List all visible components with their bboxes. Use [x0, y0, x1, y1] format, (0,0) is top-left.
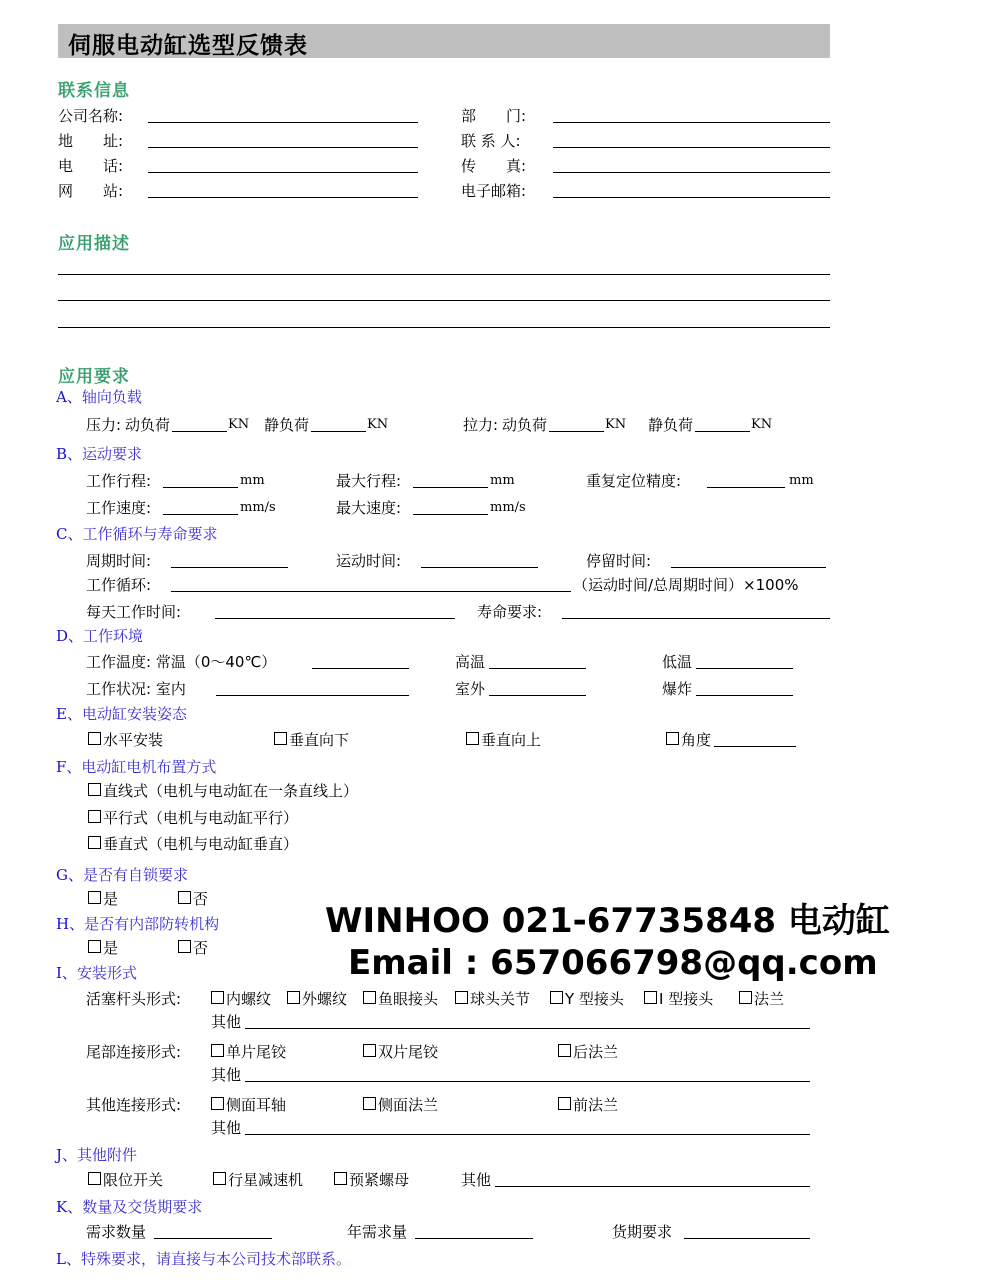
input-accessory-other[interactable] — [495, 1186, 810, 1187]
subsection-title-g: 是否有自锁要求 — [82, 866, 188, 884]
input-website[interactable] — [148, 197, 418, 198]
label-other-connection-other: 其他 — [211, 1119, 242, 1137]
label-rod-other: 其他 — [211, 1013, 242, 1031]
input-description-line-1[interactable] — [58, 274, 830, 275]
label-condition-explosive: 爆炸 — [662, 680, 693, 698]
unit-max-speed: mm/s — [490, 500, 526, 515]
checkbox-accessory-planetary-gearbox[interactable] — [213, 1169, 303, 1190]
label-motion-time: 运动时间: — [336, 552, 402, 570]
subsection-title-c: 工作循环与寿命要求 — [82, 525, 218, 543]
checkbox-icon[interactable] — [88, 1172, 101, 1185]
subsection-heading-i — [56, 962, 137, 983]
label-working-condition: 工作状况: 室内 — [86, 680, 186, 698]
subsection-heading-d — [56, 625, 143, 646]
subsection-letter-l: L、 — [56, 1250, 81, 1268]
subsection-title-b: 运动要求 — [82, 445, 143, 463]
label-tail-other: 其他 — [211, 1066, 242, 1084]
checkbox-label: 直线式（电机与电动缸在一条直线上） — [103, 782, 359, 800]
label-tension: 拉力: — [463, 416, 499, 434]
checkbox-label: 是 — [103, 890, 119, 908]
subsection-heading-e — [56, 703, 187, 724]
checkbox-other-side-flange[interactable] — [363, 1094, 438, 1115]
label-max-stroke: 最大行程: — [336, 472, 402, 490]
checkbox-rod-flange[interactable] — [739, 988, 784, 1009]
checkbox-icon[interactable] — [666, 732, 679, 745]
input-description-line-3[interactable] — [58, 327, 830, 328]
input-motion-time[interactable] — [421, 567, 538, 568]
label-company-name: 公司名称: — [58, 107, 124, 125]
subsection-letter-e: E、 — [56, 705, 82, 723]
checkbox-label: 否 — [193, 890, 209, 908]
checkbox-label: 行星减速机 — [228, 1171, 304, 1189]
subsection-heading-j — [56, 1144, 137, 1165]
subsection-heading-g — [56, 864, 188, 885]
checkbox-icon[interactable] — [88, 940, 101, 953]
label-temperature-low: 低温 — [662, 653, 693, 671]
checkbox-label: 双片尾铰 — [378, 1043, 439, 1061]
input-dwell-time[interactable] — [671, 567, 826, 568]
checkbox-rod-external-thread[interactable] — [287, 988, 347, 1009]
checkbox-label: 限位开关 — [103, 1171, 164, 1189]
document-title-bar — [58, 24, 830, 58]
input-fax[interactable] — [553, 172, 830, 173]
input-tail-other[interactable] — [245, 1081, 810, 1082]
label-cycle-time: 周期时间: — [86, 552, 152, 570]
label-department: 部 门: — [461, 107, 527, 125]
input-condition-indoor[interactable] — [216, 695, 409, 696]
checkbox-accessory-limit-switch[interactable] — [88, 1169, 163, 1190]
input-telephone[interactable] — [148, 172, 418, 173]
checkbox-mount-vertical-down[interactable] — [274, 729, 349, 750]
checkbox-label: 平行式（电机与电动缸平行） — [103, 809, 299, 827]
subsection-letter-d: D、 — [56, 627, 84, 645]
subsection-letter-c: C、 — [56, 525, 83, 543]
checkbox-icon[interactable] — [363, 991, 376, 1004]
checkbox-label: 否 — [193, 939, 209, 957]
checkbox-icon[interactable] — [211, 1097, 224, 1110]
checkbox-icon[interactable] — [644, 991, 657, 1004]
checkbox-label: 外螺纹 — [302, 990, 348, 1008]
input-condition-explosive[interactable] — [696, 695, 793, 696]
subsection-heading-a — [56, 386, 142, 407]
subsection-letter-g: G、 — [56, 866, 83, 884]
checkbox-icon[interactable] — [274, 732, 287, 745]
checkbox-label: 单片尾铰 — [226, 1043, 287, 1061]
subsection-title-k: 数量及交货期要求 — [82, 1198, 203, 1216]
label-telephone: 电 话: — [58, 157, 124, 175]
input-duty-cycle[interactable] — [171, 591, 571, 592]
checkbox-icon[interactable] — [88, 783, 101, 796]
label-delivery-requirement: 货期要求 — [612, 1223, 673, 1241]
unit-repeat-accuracy: mm — [789, 473, 814, 488]
checkbox-rod-i-joint[interactable] — [644, 988, 713, 1009]
checkbox-label: 侧面法兰 — [378, 1096, 439, 1114]
subsection-title-d: 工作环境 — [83, 627, 144, 645]
section-heading-requirements: 应用要求 — [58, 367, 130, 387]
checkbox-other-front-flange[interactable] — [558, 1094, 618, 1115]
input-delivery-requirement[interactable] — [684, 1238, 810, 1239]
checkbox-label: 前法兰 — [573, 1096, 619, 1114]
unit-max-stroke: mm — [490, 473, 515, 488]
checkbox-label: 后法兰 — [573, 1043, 619, 1061]
input-working-stroke[interactable] — [163, 487, 238, 488]
input-company-name[interactable] — [148, 122, 418, 123]
duty-cycle-formula: （运动时间/总周期时间）×100% — [573, 576, 799, 594]
checkbox-tail-rear-flange[interactable] — [558, 1041, 618, 1062]
section-heading-description: 应用描述 — [58, 234, 130, 254]
input-contact-person[interactable] — [553, 147, 830, 148]
checkbox-label: 垂直向上 — [481, 731, 542, 749]
checkbox-tail-single-clevis[interactable] — [211, 1041, 286, 1062]
input-department[interactable] — [553, 122, 830, 123]
label-pressure-dynamic: 动负荷 — [125, 416, 171, 434]
label-dwell-time: 停留时间: — [586, 552, 652, 570]
checkbox-mount-angle[interactable] — [666, 729, 711, 750]
checkbox-icon[interactable] — [455, 991, 468, 1004]
checkbox-rod-rod-end[interactable] — [363, 988, 438, 1009]
input-required-quantity[interactable] — [154, 1238, 272, 1239]
input-temperature-normal[interactable] — [312, 668, 409, 669]
checkbox-icon[interactable] — [550, 991, 563, 1004]
label-accessory-other: 其他 — [461, 1171, 492, 1189]
input-cycle-time[interactable] — [171, 567, 288, 568]
checkbox-label: 法兰 — [754, 990, 785, 1008]
label-pressure: 压力: — [86, 416, 122, 434]
unit-working-stroke: mm — [240, 473, 265, 488]
input-email[interactable] — [553, 197, 830, 198]
label-max-speed: 最大速度: — [336, 499, 402, 517]
subsection-letter-k: K、 — [56, 1198, 83, 1216]
checkbox-icon[interactable] — [466, 732, 479, 745]
input-condition-outdoor[interactable] — [489, 695, 586, 696]
label-address: 地 址: — [58, 132, 124, 150]
watermark-company-phone: WINHOO 021-67735848 电动缸 — [325, 901, 890, 941]
input-pressure-dynamic[interactable] — [172, 431, 227, 432]
checkbox-selflock-no[interactable] — [178, 888, 208, 909]
checkbox-rod-y-joint[interactable] — [550, 988, 624, 1009]
input-working-speed[interactable] — [163, 514, 238, 515]
unit-pressure-dynamic: KN — [228, 417, 250, 432]
checkbox-icon[interactable] — [213, 1172, 226, 1185]
input-tension-static[interactable] — [695, 431, 750, 432]
checkbox-icon[interactable] — [211, 991, 224, 1004]
subsection-title-e: 电动缸安装姿态 — [81, 705, 187, 723]
label-pressure-static: 静负荷 — [264, 416, 310, 434]
checkbox-layout-inline[interactable] — [88, 780, 358, 801]
label-working-temperature: 工作温度: 常温（0～40℃） — [86, 653, 277, 671]
checkbox-selflock-yes[interactable] — [88, 888, 118, 909]
input-repeat-accuracy[interactable] — [707, 487, 785, 488]
label-working-speed: 工作速度: — [86, 499, 152, 517]
label-repeat-accuracy: 重复定位精度: — [586, 472, 682, 490]
label-website: 网 站: — [58, 182, 124, 200]
unit-pressure-static: KN — [367, 417, 389, 432]
input-max-stroke[interactable] — [413, 487, 488, 488]
checkbox-icon[interactable] — [211, 1044, 224, 1057]
subsection-heading-h — [56, 913, 219, 934]
input-annual-quantity[interactable] — [415, 1238, 533, 1239]
input-rod-other[interactable] — [245, 1028, 810, 1029]
label-email: 电子邮箱: — [461, 182, 527, 200]
checkbox-icon[interactable] — [178, 940, 191, 953]
label-condition-outdoor: 室外 — [455, 680, 486, 698]
subsection-title-l: 特殊要求，请直接与本公司技术部联系。 — [80, 1250, 351, 1268]
checkbox-tail-double-clevis[interactable] — [363, 1041, 438, 1062]
input-mount-angle[interactable] — [714, 746, 796, 747]
checkbox-rod-ball-joint[interactable] — [455, 988, 530, 1009]
checkbox-icon[interactable] — [558, 1097, 571, 1110]
checkbox-icon[interactable] — [88, 810, 101, 823]
checkbox-icon[interactable] — [739, 991, 752, 1004]
label-fax: 传 真: — [461, 157, 527, 175]
subsection-letter-a: A、 — [56, 388, 82, 406]
subsection-heading-f — [56, 756, 216, 777]
checkbox-label: 鱼眼接头 — [378, 990, 439, 1008]
checkbox-label: 内螺纹 — [226, 990, 272, 1008]
checkbox-label: 垂直式（电机与电动缸垂直） — [103, 835, 299, 853]
checkbox-antirotation-no[interactable] — [178, 937, 208, 958]
checkbox-label: 球头关节 — [470, 990, 531, 1008]
label-daily-working-time: 每天工作时间: — [86, 603, 182, 621]
checkbox-mount-horizontal[interactable] — [88, 729, 163, 750]
unit-tension-dynamic: KN — [605, 417, 627, 432]
checkbox-mount-vertical-up[interactable] — [466, 729, 541, 750]
checkbox-icon[interactable] — [88, 836, 101, 849]
label-annual-quantity: 年需求量 — [347, 1223, 408, 1241]
label-temperature-high: 高温 — [455, 653, 486, 671]
input-max-speed[interactable] — [413, 514, 488, 515]
checkbox-label: Y 型接头 — [565, 990, 624, 1008]
label-required-quantity: 需求数量 — [86, 1223, 147, 1241]
label-tail-connection-type: 尾部连接形式: — [86, 1043, 182, 1061]
label-working-stroke: 工作行程: — [86, 472, 152, 490]
checkbox-label: I 型接头 — [659, 990, 714, 1008]
checkbox-label: 侧面耳轴 — [226, 1096, 287, 1114]
subsection-letter-h: H、 — [56, 915, 85, 933]
checkbox-icon[interactable] — [178, 891, 191, 904]
subsection-heading-b — [56, 443, 142, 464]
subsection-heading-l — [56, 1248, 351, 1269]
label-lifetime: 寿命要求: — [477, 603, 543, 621]
subsection-letter-f: F、 — [56, 758, 82, 776]
input-tension-dynamic[interactable] — [549, 431, 604, 432]
input-other-connection-other[interactable] — [245, 1134, 810, 1135]
subsection-heading-c — [56, 523, 218, 544]
input-pressure-static[interactable] — [311, 431, 366, 432]
checkbox-other-side-trunnion[interactable] — [211, 1094, 286, 1115]
label-tension-static: 静负荷 — [648, 416, 694, 434]
label-rod-head-type: 活塞杆头形式: — [86, 990, 182, 1008]
page-title: 伺服电动缸选型反馈表 — [68, 33, 308, 59]
input-lifetime[interactable] — [562, 618, 830, 619]
section-heading-contact: 联系信息 — [58, 81, 130, 101]
label-other-connection-type: 其他连接形式: — [86, 1096, 182, 1114]
checkbox-label: 是 — [103, 939, 119, 957]
checkbox-icon[interactable] — [88, 732, 101, 745]
checkbox-icon[interactable] — [558, 1044, 571, 1057]
checkbox-label: 水平安装 — [103, 731, 164, 749]
input-temperature-low[interactable] — [696, 668, 793, 669]
subsection-title-j: 其他附件 — [77, 1146, 138, 1164]
checkbox-accessory-preload-nut[interactable] — [334, 1169, 409, 1190]
subsection-letter-j: J、 — [56, 1146, 78, 1164]
subsection-title-a: 轴向负载 — [81, 388, 142, 406]
checkbox-icon[interactable] — [88, 891, 101, 904]
checkbox-label: 垂直向下 — [289, 731, 350, 749]
checkbox-layout-parallel[interactable] — [88, 807, 298, 828]
input-address[interactable] — [148, 147, 418, 148]
checkbox-layout-perpendicular[interactable] — [88, 833, 298, 854]
subsection-letter-i: I、 — [56, 964, 77, 982]
checkbox-icon[interactable] — [334, 1172, 347, 1185]
input-temperature-high[interactable] — [489, 668, 586, 669]
checkbox-rod-internal-thread[interactable] — [211, 988, 271, 1009]
label-contact-person: 联 系 人: — [461, 132, 521, 150]
checkbox-icon[interactable] — [287, 991, 300, 1004]
unit-tension-static: KN — [751, 417, 773, 432]
label-duty-cycle: 工作循环: — [86, 576, 152, 594]
watermark-email: Email : 657066798@qq.com — [348, 943, 878, 983]
subsection-title-i: 安装形式 — [76, 964, 137, 982]
checkbox-label: 角度 — [681, 731, 712, 749]
unit-working-speed: mm/s — [240, 500, 276, 515]
checkbox-icon[interactable] — [363, 1044, 376, 1057]
subsection-letter-b: B、 — [56, 445, 83, 463]
subsection-heading-k — [56, 1196, 202, 1217]
checkbox-antirotation-yes[interactable] — [88, 937, 118, 958]
label-tension-dynamic: 动负荷 — [502, 416, 548, 434]
input-description-line-2[interactable] — [58, 300, 830, 301]
subsection-title-h: 是否有内部防转机构 — [84, 915, 220, 933]
input-daily-working-time[interactable] — [215, 618, 455, 619]
subsection-title-f: 电动缸电机布置方式 — [81, 758, 217, 776]
checkbox-icon[interactable] — [363, 1097, 376, 1110]
checkbox-label: 预紧螺母 — [349, 1171, 410, 1189]
